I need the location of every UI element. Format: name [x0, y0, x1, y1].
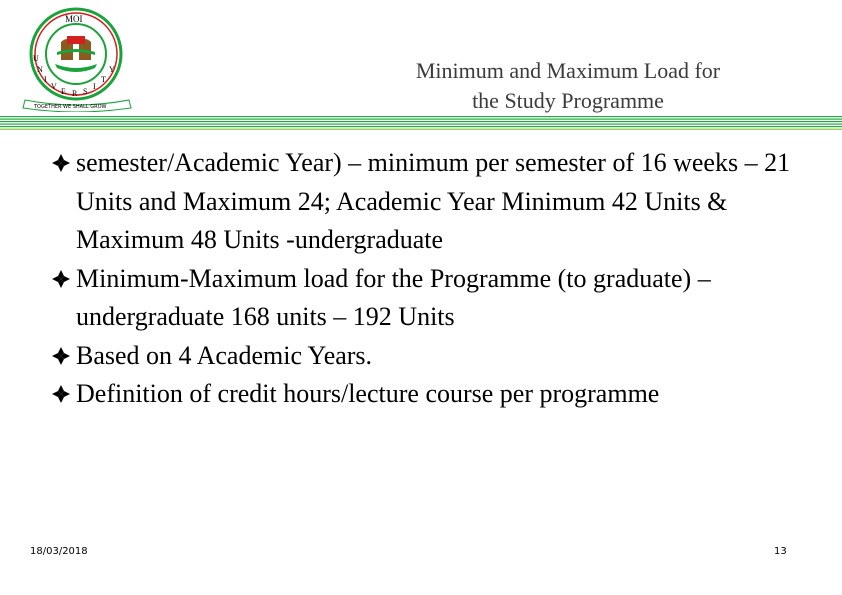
logo-ring-text-top: MOI [65, 14, 83, 24]
svg-text:R: R [72, 89, 78, 98]
diamond-bullet-icon [50, 260, 76, 299]
title-line-2: the Study Programme [472, 88, 664, 113]
header-divider [0, 116, 842, 136]
bullet-item [50, 337, 830, 376]
slide-body [50, 144, 830, 414]
slide-title [300, 56, 836, 116]
svg-text:U: U [33, 54, 39, 63]
bullet-text: semester/Academic Year) – minimum per semester of 16 weeks – 21 Units and Maximum 24; Academic Year Minimum 42 Units & Maximum 48 Units -undergraduate [76, 148, 791, 254]
bullet-text: Definition of credit hours/lecture course per programme [76, 379, 660, 408]
svg-text:T: T [101, 75, 106, 84]
svg-text:V: V [51, 82, 57, 91]
footer-date: 18/03/2018 [30, 546, 88, 557]
bullet-item [50, 144, 830, 260]
bullet-item [50, 375, 830, 414]
university-logo [17, 6, 135, 112]
title-line-1: Minimum and Maximum Load for [415, 58, 721, 83]
bullet-text: Based on 4 Academic Years. [76, 340, 373, 370]
diamond-bullet-icon [50, 144, 76, 183]
svg-text:I: I [93, 82, 96, 91]
bullet-text: Minimum-Maximum load for the Programme (to graduate) – undergraduate 168 units – 192 Units [76, 263, 711, 331]
svg-text:E: E [61, 87, 66, 96]
diamond-bullet-icon [50, 375, 76, 414]
svg-text:I: I [44, 75, 47, 84]
svg-text:Y: Y [109, 65, 115, 74]
svg-text:N: N [37, 65, 43, 74]
bullet-item [50, 260, 830, 337]
svg-text:S: S [83, 87, 88, 96]
logo-motto: TOGETHER WE SHALL GROW [34, 104, 107, 110]
page-number: 13 [774, 546, 787, 557]
diamond-bullet-icon [50, 337, 76, 376]
